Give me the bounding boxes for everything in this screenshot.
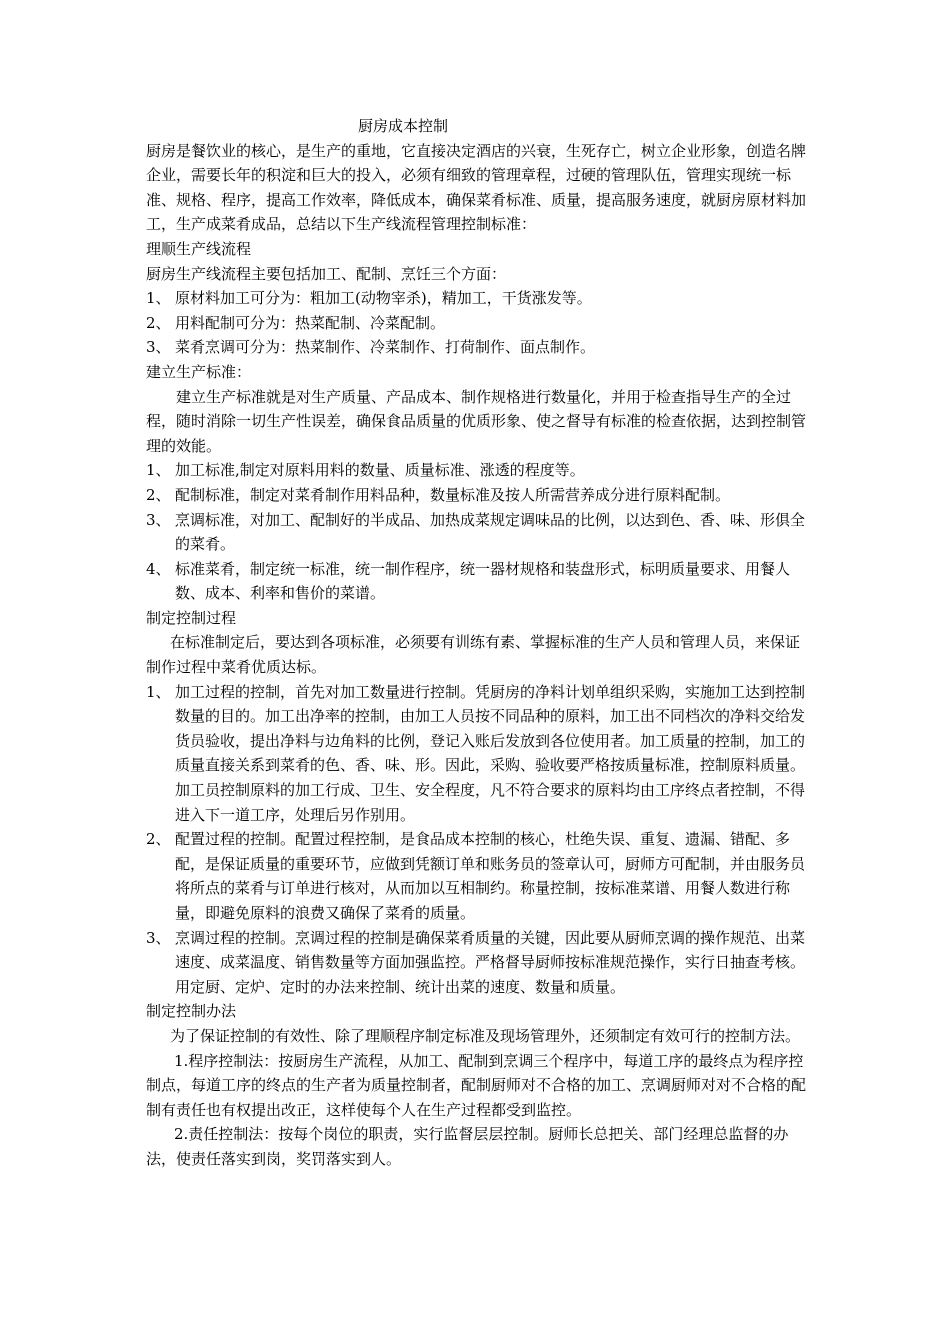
list-text: 加工过程的控制，首先对加工数量进行控制。凭厨房的净料计划单组织采购，实施加工达到控制数量的目的。加工出净率的控制，由加工人员按不同品种的原料，加工出不同档次的净料交给发货员验收，提出净料与边角料的比例，登记入账后发放到各位使用者。加工质量的控制，加工的质量直接关系到菜肴的色、香、味、形。因此，采购、验收要严格按质量标准，控制原料质量。加工员控制原料的加工行成、卫生、安全程度，凡不符合要求的原料均由工序终点者控制，不得进入下一道工序，处理后另作别用。 <box>175 682 806 824</box>
list-text: 加工标准,制定对原料用料的数量、质量标准、涨透的程度等。 <box>175 461 585 480</box>
doc-title: 厨房成本控制 <box>358 117 449 135</box>
list-production-standards <box>146 458 810 606</box>
list-text: 用料配制可分为：热菜配制、冷菜配制。 <box>175 313 446 332</box>
list-number: 2、 <box>146 313 171 332</box>
list-text: 菜肴烹调可分为：热菜制作、冷菜制作、打荷制作、面点制作。 <box>175 338 596 357</box>
list-item <box>146 508 810 557</box>
list-number: 2、 <box>146 485 171 504</box>
list-item <box>146 926 810 1000</box>
list-number: 1、 <box>146 682 171 701</box>
section-heading: 制定控制办法 <box>146 1002 237 1021</box>
list-number: 1、 <box>146 289 171 308</box>
document-page <box>146 114 810 1172</box>
list-text: 标准菜肴，制定统一标准，统一制作程序，统一器材规格和装盘形式，标明质量要求、用餐人数、成本、利率和售价的菜谱。 <box>175 559 791 603</box>
list-item <box>146 286 810 311</box>
section-heading: 制定控制过程 <box>146 608 237 627</box>
section-lead: 为了保证控制的有效性、除了理顺程序制定标准及现场管理外，还须制定有效可行的控制方法。 <box>170 1026 801 1045</box>
section-heading: 建立生产标准： <box>146 362 252 381</box>
list-text: 原材料加工可分为：粗加工(动物宰杀)，精加工，干货涨发等。 <box>175 289 592 308</box>
list-text: 烹调标准，对加工、配制好的半成品、加热成菜规定调味品的比例，以达到色、香、味、形俱全的菜肴。 <box>175 510 806 554</box>
list-text: 配制标准，制定对菜肴制作用料品种，数量标准及按人所需营养成分进行原料配制。 <box>175 485 731 504</box>
list-text: 烹调过程的控制。烹调过程的控制是确保菜肴质量的关键，因此要从厨师烹调的操作规范、出菜速度、成菜温度、销售数量等方面加强监控。严格督导厨师按标准规范操作，实行日抽查考核。用定厨、定炉、定时的办法来控制、统计出菜的速度、数量和质量。 <box>175 928 806 996</box>
section-lead: 在标准制定后，要达到各项标准，必须要有训练有素、掌握标准的生产人员和管理人员，来保证制作过程中菜肴优质达标。 <box>146 633 801 677</box>
intro-paragraph: 厨房是餐饮业的核心，是生产的重地，它直接决定酒店的兴衰，生死存亡，树立企业形象，创造名牌企业，需要长年的积淀和巨大的投入，必须有细致的管理章程，过硬的管理队伍，管理实现统一标准、规格、程序，提高工作效率，降低成本，确保菜肴标准、质量，提高服务速度，就厨房原材料加工，生产成菜肴成品，总结以下生产线流程管理控制标准： <box>146 141 807 234</box>
method-paragraph: 2.责任控制法：按每个岗位的职责，实行监督层层控制。厨师长总把关、部门经理总监督的办法，使责任落实到岗，奖罚落实到人。 <box>146 1125 789 1168</box>
section-lead: 建立生产标准就是对生产质量、产品成本、制作规格进行数量化，并用于检查指导生产的全过程，随时消除一切生产性误差，确保食品质量的优质形象、使之督导有标准的检查依据，达到控制管理的效能。 <box>146 387 807 455</box>
list-text: 配置过程的控制。配置过程控制，是食品成本控制的核心，杜绝失误、重复、遗漏、错配、多配，是保证质量的重要环节，应做到凭额订单和账务员的签章认可，厨师方可配制，并由服务员将所点的菜肴与订单进行核对，从而加以互相制约。称量控制，按标准菜谱、用餐人数进行称量，即避免原料的浪费又确保了菜肴的质量。 <box>175 830 806 922</box>
list-control-process <box>146 680 810 1000</box>
list-production-flow <box>146 286 810 360</box>
list-number: 3、 <box>146 928 171 947</box>
list-item <box>146 311 810 336</box>
list-item <box>146 335 810 360</box>
list-item <box>146 827 810 925</box>
method-paragraph: 1.程序控制法：按厨房生产流程，从加工、配制到烹调三个程序中，每道工序的最终点为程序控制点，每道工序的终点的生产者为质量控制者，配制厨师对不合格的加工、烹调厨师对对不合格的配制有责任也有权提出改正，这样使每个人在生产过程都受到监控。 <box>146 1051 807 1119</box>
list-number: 2、 <box>146 830 171 849</box>
section-lead: 厨房生产线流程主要包括加工、配制、烹饪三个方面： <box>146 264 507 283</box>
list-number: 4、 <box>146 559 171 578</box>
list-item <box>146 458 810 483</box>
list-number: 1、 <box>146 461 171 480</box>
section-heading: 理顺生产线流程 <box>146 239 252 258</box>
list-item <box>146 557 810 606</box>
list-number: 3、 <box>146 510 171 529</box>
list-item <box>146 483 810 508</box>
list-item <box>146 680 810 828</box>
list-number: 3、 <box>146 338 171 357</box>
